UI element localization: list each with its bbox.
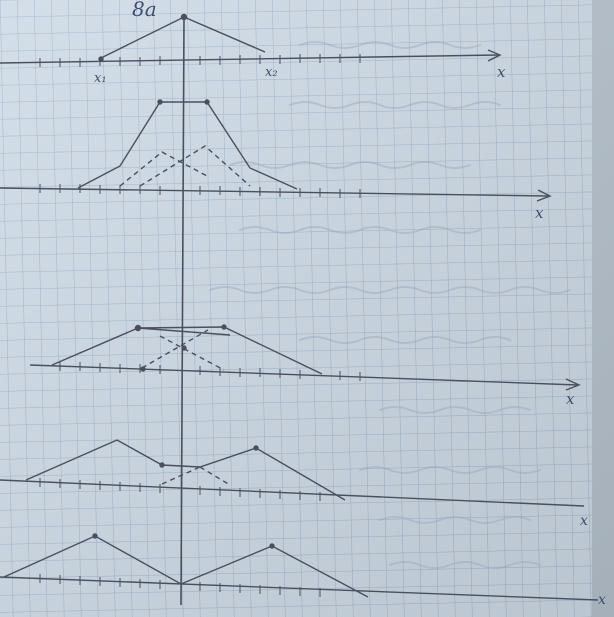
graph-1-apex-point <box>182 15 187 20</box>
axis-1-label: x <box>497 63 506 81</box>
graph-1-x1-point <box>99 57 103 61</box>
graph-3-peak-point <box>136 326 141 331</box>
axis-5-label: x <box>598 592 606 608</box>
heading-label: 8a <box>132 0 157 21</box>
x1-label: x₁ <box>94 71 107 86</box>
axis-3-label: x <box>566 390 575 408</box>
axis-4-label: x <box>580 513 588 529</box>
x2-label: x₂ <box>265 65 278 80</box>
axis-2-label: x <box>535 204 544 222</box>
